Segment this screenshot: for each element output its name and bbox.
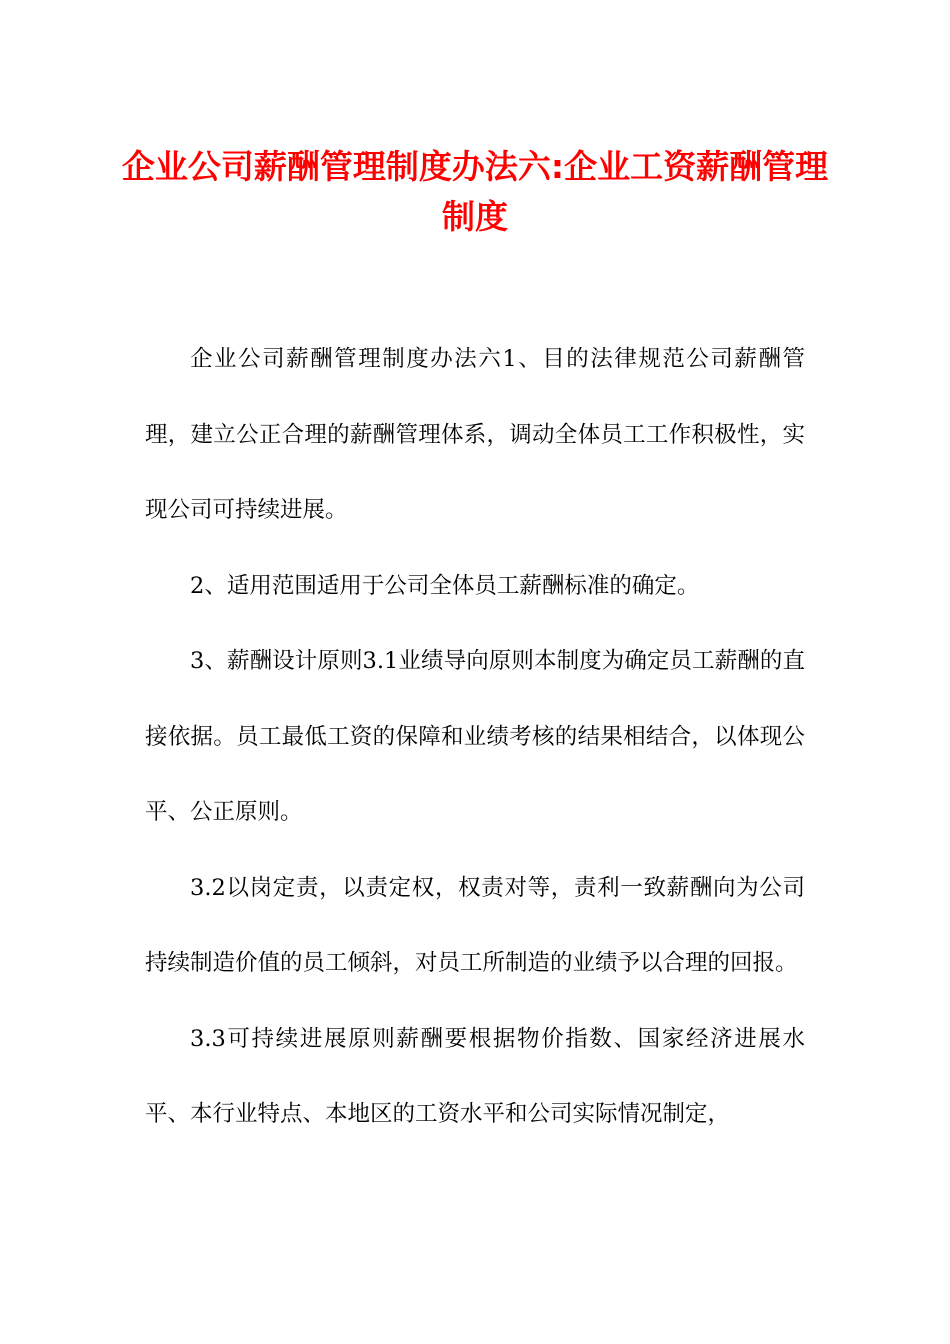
- document-body: [145, 322, 805, 1153]
- paragraph-3: 3、薪酬设计原则3.1业绩导向原则本制度为确定员工薪酬的直接依据。员工最低工资的保障和业绩考核的结果相结合，以体现公平、公正原则。: [145, 648, 805, 825]
- paragraph-4: 3.2以岗定责，以责定权，权责对等，责利一致薪酬向为公司持续制造价值的员工倾斜，对员工所制造的业绩予以合理的回报。: [145, 874, 805, 976]
- document-title: 企业公司薪酬管理制度办法六:企业工资薪酬管理制度: [121, 147, 829, 236]
- paragraph-2: 2、适用范围适用于公司全体员工薪酬标准的确定。: [190, 572, 700, 599]
- paragraph-5: 3.3可持续进展原则薪酬要根据物价指数、国家经济进展水平、本行业特点、本地区的工资水平和公司实际情况制定，: [145, 1025, 805, 1127]
- paragraph-1: 企业公司薪酬管理制度办法六1、目的法律规范公司薪酬管理，建立公正合理的薪酬管理体系，调动全体员工工作积极性，实现公司可持续进展。: [145, 346, 805, 523]
